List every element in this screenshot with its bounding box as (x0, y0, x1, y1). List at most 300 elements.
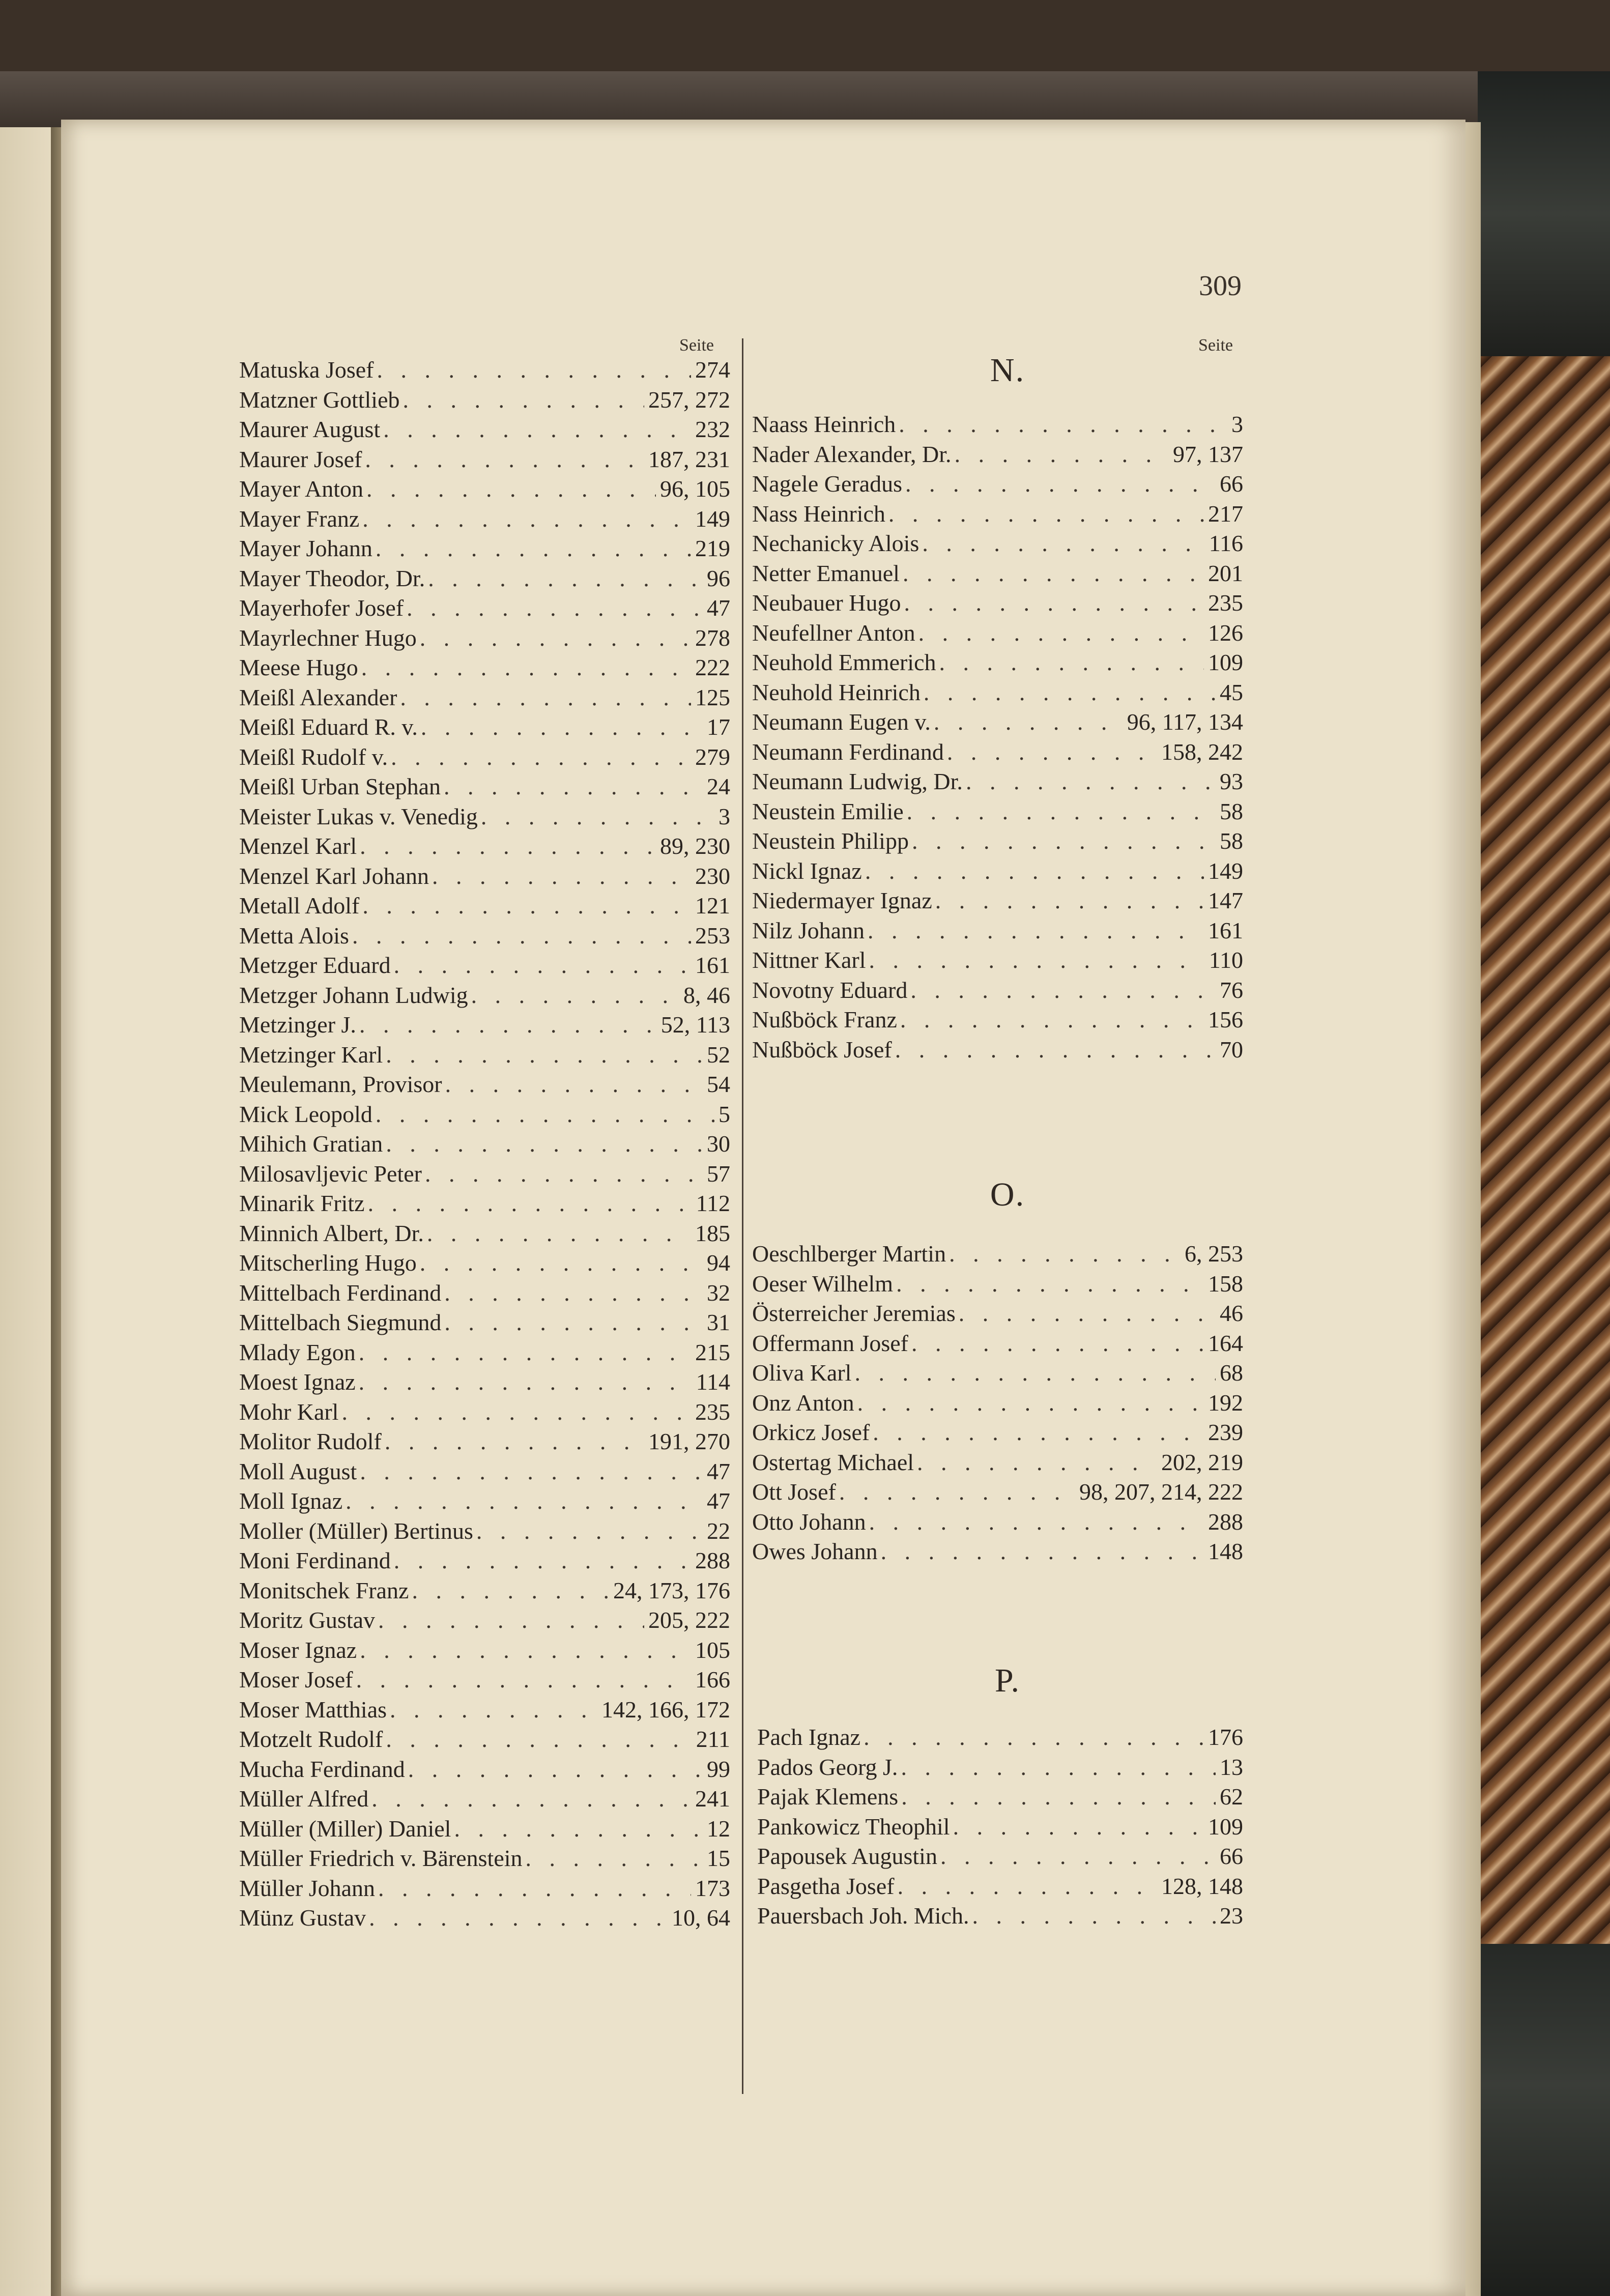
index-entry (239, 1666, 730, 1696)
facing-page (0, 127, 59, 2296)
dot-leader (908, 1330, 1204, 1357)
entry-name: Moser Matthias (239, 1696, 387, 1723)
dot-leader (405, 1756, 703, 1783)
entry-pages: 13 (1220, 1754, 1243, 1780)
entry-name: Mlady Egon (239, 1339, 356, 1365)
page-number: 309 (1199, 270, 1242, 302)
entry-name: Mayer Franz (239, 505, 360, 532)
index-entry (239, 475, 730, 505)
entry-name: Mayer Johann (239, 535, 372, 561)
dot-leader (356, 1368, 692, 1395)
entry-pages: 3 (1231, 411, 1243, 437)
entry-pages: 46 (1220, 1300, 1243, 1326)
entry-pages: 147 (1208, 887, 1243, 913)
entry-pages: 125 (695, 684, 730, 710)
entry-name: Minnich Albert, Dr. (239, 1220, 424, 1246)
entry-name: Neuhold Heinrich (752, 679, 921, 705)
dot-leader (862, 857, 1204, 884)
entry-name: Matuska Josef (239, 357, 374, 383)
index-entry (239, 1696, 730, 1726)
entry-name: Nagele Geradus (752, 471, 903, 497)
dot-leader (878, 1538, 1204, 1565)
entry-name: Onz Anton (752, 1389, 854, 1416)
entry-name: Novotny Eduard (752, 977, 908, 1003)
entry-pages: 202, 219 (1161, 1449, 1243, 1475)
index-entry (239, 1101, 730, 1131)
index-entry (239, 1547, 730, 1577)
entry-pages: 158 (1208, 1270, 1243, 1297)
dot-leader (451, 1815, 703, 1842)
entry-pages: 279 (695, 743, 730, 770)
dot-leader (400, 386, 644, 413)
index-entry (752, 589, 1243, 619)
dot-leader (866, 946, 1205, 973)
dot-leader (900, 560, 1204, 587)
entry-pages: 142, 166, 172 (601, 1696, 730, 1723)
entry-name: Neustein Emilie (752, 798, 904, 824)
entry-name: Niedermayer Ignaz (752, 887, 932, 913)
index-entry (239, 922, 730, 952)
entry-name: Oliva Karl (752, 1360, 852, 1386)
entry-pages: 47 (707, 1488, 730, 1514)
dot-leader (429, 863, 691, 889)
dot-leader (391, 952, 691, 979)
entry-name: Neumann Ferdinand (752, 738, 944, 765)
entry-pages: 15 (707, 1845, 730, 1871)
dot-leader (896, 411, 1227, 438)
entry-name: Müller Friedrich v. Bärenstein (239, 1845, 523, 1871)
index-entry (752, 649, 1243, 679)
index-entry (752, 1330, 1243, 1360)
index-entry (239, 1845, 730, 1875)
entry-pages: 98, 207, 214, 222 (1079, 1479, 1243, 1505)
entry-pages: 23 (1220, 1903, 1243, 1929)
entry-pages: 232 (695, 416, 730, 442)
entry-pages: 76 (1220, 977, 1243, 1003)
entry-name: Pados Georg J. (757, 1754, 898, 1780)
entry-name: Müller Alfred (239, 1786, 369, 1812)
index-entry (239, 1368, 730, 1398)
index-entry (239, 1011, 730, 1041)
entry-pages: 121 (695, 893, 730, 919)
index-entry (239, 1190, 730, 1220)
entry-name: Motzelt Rudolf (239, 1726, 383, 1752)
dot-leader (860, 1724, 1204, 1750)
entry-pages: 96, 117, 134 (1127, 709, 1243, 735)
entry-name: Metta Alois (239, 922, 349, 949)
entry-name: Mohr Karl (239, 1398, 339, 1425)
entry-name: Netter Emanuel (752, 560, 900, 586)
index-entry (239, 892, 730, 922)
entry-pages: 187, 231 (648, 446, 730, 472)
entry-name: Molitor Rudolf (239, 1428, 382, 1454)
entry-name: Nechanicky Alois (752, 530, 919, 556)
entry-pages: 257, 272 (648, 386, 730, 413)
entry-name: Moller (Müller) Bertinus (239, 1517, 473, 1544)
index-entry (752, 1478, 1243, 1508)
entry-pages: 96 (707, 565, 730, 591)
dot-leader (523, 1845, 703, 1872)
entry-name: Moll August (239, 1458, 357, 1484)
index-entry (752, 708, 1243, 738)
index-entry (752, 1300, 1243, 1330)
index-entry (239, 1428, 730, 1458)
index-entry (239, 1577, 730, 1607)
index-entry (752, 441, 1243, 471)
index-entry (239, 1637, 730, 1667)
dot-leader (342, 1487, 703, 1514)
entry-name: Meese Hugo (239, 654, 358, 680)
dot-leader (919, 530, 1204, 557)
index-entry (757, 1902, 1243, 1932)
dot-leader (417, 624, 691, 651)
dot-leader (383, 1041, 703, 1068)
entry-pages: 10, 64 (672, 1905, 730, 1931)
dot-leader (424, 1220, 691, 1247)
entry-pages: 161 (695, 952, 730, 978)
index-entry (239, 565, 730, 595)
dot-leader (870, 1419, 1204, 1446)
entry-name: Nußböck Franz (752, 1007, 897, 1032)
index-entry (239, 594, 730, 624)
dot-leader (944, 738, 1157, 765)
index-entry (239, 386, 730, 416)
index-entry (239, 803, 730, 833)
entry-pages: 17 (707, 714, 730, 740)
dot-leader (931, 708, 1123, 735)
entry-pages: 230 (695, 863, 730, 889)
dot-leader (441, 773, 703, 800)
entry-name: Minarik Fritz (239, 1190, 365, 1216)
entry-name: Mittelbach Siegmund (239, 1309, 442, 1335)
dot-leader (442, 1071, 703, 1098)
index-entry (239, 952, 730, 982)
index-entry (752, 1270, 1243, 1300)
entry-name: Oeschlberger Martin (752, 1241, 946, 1267)
entry-name: Metzinger Karl (239, 1041, 383, 1068)
left-column-header: Seite (679, 336, 714, 355)
index-entry (239, 1041, 730, 1071)
entry-pages: 66 (1220, 1843, 1243, 1869)
dot-leader (417, 1249, 703, 1276)
entry-pages: 156 (1208, 1007, 1243, 1032)
dot-leader (359, 505, 691, 532)
entry-pages: 215 (695, 1339, 730, 1365)
entry-pages: 241 (695, 1786, 730, 1812)
entry-name: Menzel Karl (239, 833, 357, 859)
index-entry (239, 535, 730, 565)
entry-pages: 93 (1220, 768, 1243, 794)
entry-pages: 24 (707, 773, 730, 799)
entry-pages: 24, 173, 176 (613, 1577, 730, 1603)
dot-leader (937, 1843, 1216, 1870)
entry-pages: 235 (695, 1398, 730, 1425)
section-p-entries (757, 1724, 1243, 1932)
dot-leader (902, 470, 1216, 497)
dot-leader (904, 798, 1216, 825)
entry-name: Mihich Gratian (239, 1131, 383, 1157)
entry-name: Moritz Gustav (239, 1607, 376, 1633)
dot-leader (409, 1577, 609, 1604)
dot-leader (382, 1428, 644, 1455)
index-entry (239, 1726, 730, 1756)
entry-name: Owes Johann (752, 1538, 878, 1564)
entry-name: Metall Adolf (239, 893, 360, 919)
entry-pages: 58 (1220, 798, 1243, 824)
entry-pages: 66 (1220, 471, 1243, 497)
dot-leader (380, 416, 691, 443)
entry-pages: 158, 242 (1161, 738, 1243, 765)
entry-name: Münz Gustav (239, 1905, 366, 1931)
entry-pages: 114 (696, 1369, 730, 1395)
dot-leader (836, 1478, 1075, 1505)
dot-leader (366, 1904, 668, 1931)
dot-leader (357, 1637, 691, 1663)
entry-pages: 288 (695, 1547, 730, 1573)
index-entry (239, 1487, 730, 1517)
dot-leader (375, 1606, 644, 1633)
index-entry (752, 917, 1243, 947)
right-column-header: Seite (1198, 336, 1233, 355)
index-entry (752, 470, 1243, 500)
index-entry (752, 1036, 1243, 1066)
entry-pages: 161 (1208, 917, 1243, 943)
entry-name: Meißl Urban Stephan (239, 773, 441, 799)
entry-name: Pajak Klemens (757, 1784, 899, 1810)
dot-leader (372, 1101, 714, 1128)
dot-leader (898, 1754, 1216, 1781)
entry-name: Moser Ignaz (239, 1637, 357, 1663)
entry-name: Pach Ignaz (757, 1724, 861, 1750)
entry-name: Ott Josef (752, 1479, 836, 1505)
entry-name: Neuhold Emmerich (752, 649, 936, 675)
dot-leader (915, 619, 1204, 646)
entry-name: Meulemann, Provisor (239, 1071, 442, 1097)
entry-pages: 222 (695, 654, 730, 680)
entry-pages: 47 (707, 595, 730, 621)
index-entry (239, 1279, 730, 1309)
entry-name: Mayer Anton (239, 476, 364, 502)
index-entry (239, 982, 730, 1012)
entry-name: Pauersbach Joh. Mich. (757, 1903, 969, 1929)
index-entry (239, 1220, 730, 1250)
entry-pages: 45 (1220, 679, 1243, 705)
entry-name: Menzel Karl Johann (239, 863, 429, 889)
entry-pages: 126 (1208, 619, 1243, 646)
left-column-entries (239, 356, 730, 1934)
entry-pages: 288 (1208, 1508, 1243, 1535)
entry-name: Nickl Ignaz (752, 857, 862, 884)
dot-leader (353, 1666, 691, 1693)
entry-pages: 110 (1209, 947, 1243, 973)
dot-leader (383, 1130, 703, 1157)
entry-pages: 217 (1208, 500, 1243, 527)
dot-leader (372, 535, 691, 562)
dot-leader (895, 1873, 1157, 1900)
entry-name: Österreicher Jeremias (752, 1300, 956, 1326)
entry-pages: 192 (1208, 1389, 1243, 1416)
entry-pages: 191, 270 (648, 1428, 730, 1454)
dot-leader (358, 654, 691, 681)
index-entry (752, 530, 1243, 560)
entry-name: Moll Ignaz (239, 1488, 343, 1514)
entry-pages: 54 (707, 1071, 730, 1097)
entry-name: Naass Heinrich (752, 411, 896, 437)
entry-pages: 52 (707, 1041, 730, 1068)
index-entry (757, 1783, 1243, 1813)
cover-corner-top (1478, 71, 1610, 356)
entry-pages: 211 (696, 1726, 730, 1752)
index-entry (239, 833, 730, 863)
entry-pages: 58 (1220, 828, 1243, 854)
index-entry (239, 1785, 730, 1815)
index-entry (239, 773, 730, 803)
index-entry (239, 1875, 730, 1905)
dot-leader (897, 1006, 1204, 1033)
entry-name: Meißl Rudolf v. (239, 743, 388, 770)
entry-pages: 97, 137 (1173, 441, 1243, 467)
entry-name: Moest Ignaz (239, 1369, 356, 1395)
index-entry (752, 1508, 1243, 1538)
index-entry (752, 1538, 1243, 1568)
index-entry (752, 827, 1243, 857)
entry-pages: 105 (695, 1637, 730, 1663)
index-entry (752, 1449, 1243, 1479)
entry-pages: 116 (1209, 530, 1243, 556)
index-entry (752, 738, 1243, 768)
index-entry (752, 1389, 1243, 1419)
dot-leader (365, 1190, 692, 1217)
index-entry (757, 1724, 1243, 1754)
entry-name: Nußböck Josef (752, 1036, 892, 1063)
index-entry (752, 977, 1243, 1007)
dot-leader (383, 1726, 692, 1753)
entry-pages: 30 (707, 1131, 730, 1157)
entry-name: Nilz Johann (752, 917, 865, 943)
entry-name: Meister Lukas v. Venedig (239, 803, 478, 829)
entry-name: Nittner Karl (752, 947, 866, 973)
entry-name: Mayerhofer Josef (239, 595, 404, 621)
dot-leader (921, 679, 1216, 706)
dot-leader (866, 1508, 1204, 1535)
index-entry (239, 684, 730, 714)
entry-name: Metzger Johann Ludwig (239, 982, 468, 1008)
index-entry (239, 654, 730, 684)
entry-name: Mayrlechner Hugo (239, 624, 417, 651)
entry-pages: 70 (1220, 1036, 1243, 1063)
index-entry (239, 1756, 730, 1786)
entry-pages: 96, 105 (660, 476, 730, 502)
dot-leader (946, 1240, 1181, 1267)
entry-name: Mucha Ferdinand (239, 1756, 405, 1782)
entry-pages: 278 (695, 624, 730, 651)
entry-name: Neufellner Anton (752, 619, 915, 646)
entry-name: Pasgetha Josef (757, 1873, 895, 1899)
entry-name: Metzger Eduard (239, 952, 391, 978)
dot-leader (368, 1785, 691, 1812)
entry-name: Papousek Augustin (757, 1843, 937, 1869)
dot-leader (952, 441, 1169, 468)
entry-name: Nader Alexander, Dr. (752, 441, 952, 467)
index-entry (239, 863, 730, 893)
dot-leader (388, 743, 691, 770)
entry-pages: 239 (1208, 1419, 1243, 1445)
entry-pages: 164 (1208, 1330, 1243, 1356)
dot-leader (936, 649, 1204, 676)
index-entry (757, 1754, 1243, 1784)
dot-leader (425, 565, 703, 592)
entry-name: Mitscherling Hugo (239, 1250, 417, 1276)
entry-name: Neumann Ludwig, Dr. (752, 768, 963, 794)
entry-name: Mick Leopold (239, 1101, 372, 1127)
entry-pages: 3 (718, 803, 730, 829)
entry-pages: 148 (1208, 1538, 1243, 1564)
index-entry (239, 743, 730, 773)
dot-leader (468, 982, 679, 1009)
section-letter-p: P. (995, 1662, 1020, 1699)
index-entry (752, 1359, 1243, 1389)
dot-leader (357, 1458, 703, 1485)
entry-name: Milosavljevic Peter (239, 1160, 422, 1187)
dot-leader (963, 768, 1216, 795)
dot-leader (901, 589, 1204, 616)
entry-pages: 201 (1208, 560, 1243, 586)
dot-leader (473, 1517, 703, 1544)
dot-leader (478, 803, 714, 830)
dot-leader (898, 1783, 1216, 1810)
index-entry (239, 1815, 730, 1845)
entry-name: Ostertag Michael (752, 1449, 914, 1475)
index-entry (239, 624, 730, 654)
index-entry (239, 505, 730, 535)
index-entry (752, 798, 1243, 828)
entry-name: Monitschek Franz (239, 1577, 409, 1603)
index-entry (757, 1873, 1243, 1903)
dot-leader (909, 827, 1216, 854)
index-entry (239, 446, 730, 476)
dot-leader (422, 1160, 703, 1187)
entry-name: Neumann Eugen v. (752, 709, 931, 735)
dot-leader (851, 1359, 1216, 1386)
entry-name: Offermann Josef (752, 1330, 908, 1356)
section-letter-n: N. (990, 352, 1025, 389)
dot-leader (914, 1449, 1157, 1476)
index-entry (752, 768, 1243, 798)
dot-leader (865, 917, 1204, 944)
dot-leader (950, 1813, 1204, 1840)
index-entry (752, 946, 1243, 977)
section-letter-o: O. (990, 1176, 1025, 1213)
dot-leader (441, 1309, 703, 1336)
entry-pages: 109 (1208, 1813, 1243, 1840)
entry-name: Neubauer Hugo (752, 590, 901, 616)
dot-leader (391, 1547, 691, 1574)
entry-pages: 32 (707, 1279, 730, 1306)
index-entry (239, 1606, 730, 1637)
index-entry (239, 356, 730, 386)
dot-leader (338, 1398, 691, 1425)
entry-pages: 99 (707, 1756, 730, 1782)
entry-name: Metzinger J. (239, 1012, 356, 1038)
entry-pages: 22 (707, 1517, 730, 1544)
entry-pages: 166 (695, 1667, 730, 1692)
dot-leader (356, 1339, 691, 1366)
entry-name: Meißl Eduard R. v. (239, 714, 418, 740)
dot-leader (387, 1696, 597, 1723)
entry-name: Moser Josef (239, 1667, 353, 1692)
entry-pages: 173 (695, 1875, 730, 1901)
entry-name: Müller Johann (239, 1875, 376, 1901)
